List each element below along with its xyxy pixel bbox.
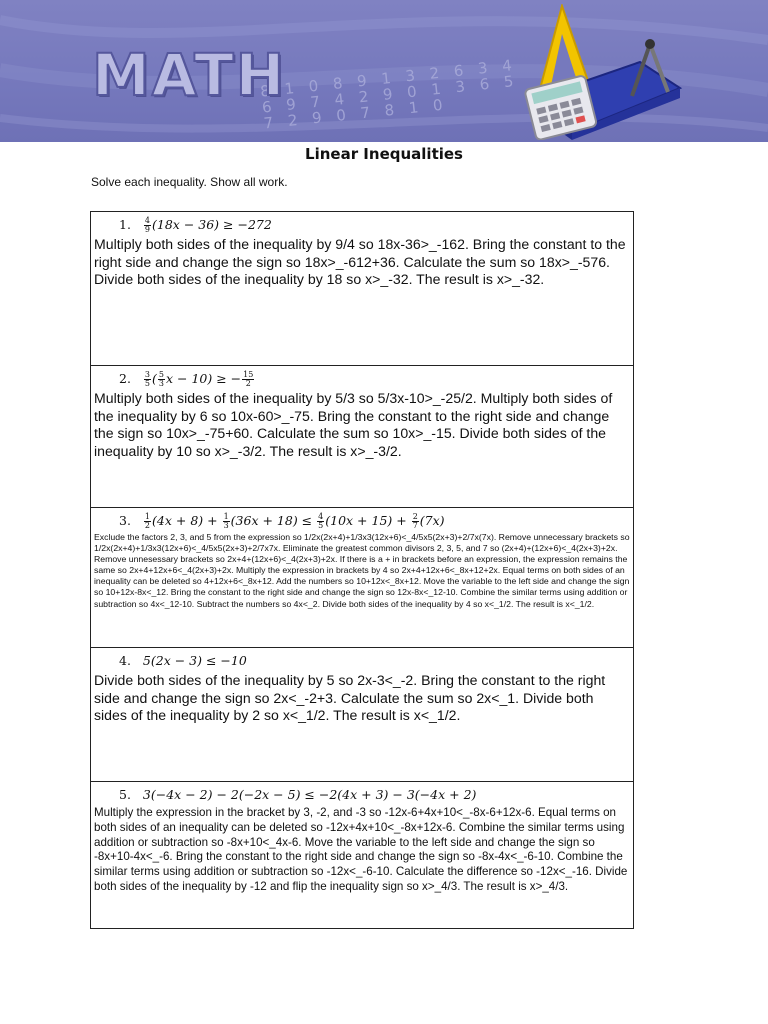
fraction: $\frac{3}{5}$ (144, 370, 151, 388)
expression-text: (4𝑥 + 8) + (152, 513, 218, 528)
problem-3 (90, 507, 634, 647)
problem-5-work: Multiply the expression in the bracket by 3, -2, and -3 so -12x-6+4x+10<_-8x-6+12x-6. Equal terms on both sides of an inequality can be deleted so -12x+4x+10<_-8x+12x-6. Combine the similar terms using addition or subtraction so -8x+10<_4x-6. Move the variable to the left side and change the sign so -8x+10-4x<_-6. Bring the constant to the right side and change the sign so -8x-4x<_-6-10. Combine the similar terms using addition or subtraction so -12x<_-6-10. Calculate the difference so -12x<_-16. Divide both sides of the inequality by -12 and flip the inequality sign so x>_4/3. The result is x>_4/3. (94, 806, 628, 893)
problem-5-expression (94, 784, 630, 806)
problem-4-work: Divide both sides of the inequality by 5 so 2x-3<_-2. Bring the constant to the right side and change the sign so 2x<_-2+3. Calculate the sum so 2x<_1. Divide both sides of the inequality by 2 so x<_1/2. The result is x<_1/2. (94, 672, 606, 724)
problem-3-work: Exclude the factors 2, 3, and 5 from the expression so 1/2x(2x+4)+1/3x3(12x+6)<_4/5x5(2x+3)+2/7x(7x). Remove unnecessary brackets so 1/2x(2x+4)+1/3x3(12x+6)<_4/5x5(2x+3)+2/7x7x. Eliminate the greatest common divisors 2, 3, 5, and 7 so (2x+4)+(12x+6)<_4(2x+3)+2x. Remove unnesessary brackets so 2x+4+(12x+6)<_4(2x+3)+2x. If there is a + in brackets before an expression, the expression remains the same so 2x+4+12x+6<_4(2x+3)+2x. Multiply the expression in brackets by 4 so 2x+4+12x+6<_8x+12+2x. Equal terms on both sides of an inequality can be deleted so 4+12x+6<_8x+12. Add the numbers so 10+12x<_8x+12. Move the variable to the left side and change the sign so 10+12x-8x<_12. Bring the constant to the right side and change the sign so 12x-8x<_12-10. Combine the similar terms using addition or subtraction so 4x<_12-10. Subtract the numbers so 4x<_2. Divide both sides of the inequality by 4 so x<_1/2. The result is x<_1/2. (94, 532, 630, 609)
expression-text: 3(−4𝑥 − 2) − 2(−2𝑥 − 5) ≤ −2(4𝑥 + 3) − 3(−4𝑥 + 2) (142, 787, 477, 802)
problem-1-work: Multiply both sides of the inequality by 9/4 so 18x-36>_-162. Bring the constant to the right side and change the sign so 18x>_-612+36. Calculate the sum so 18x>_-576. Divide both sides of the inequality by 18 so x>_-32. The result is x>_-32. (94, 236, 626, 288)
math-tools-illustration (500, 4, 690, 140)
background-digits: 8 1 0 8 9 1 3 2 6 3 4 6 9 7 4 2 9 0 1 3 6 5 7 2 9 0 7 8 1 0 (259, 55, 520, 133)
problem-1 (90, 211, 634, 365)
problems-table (90, 211, 634, 929)
problem-2-work: Multiply both sides of the inequality by 5/3 so 5/3x-10>_-25/2. Multiply both sides of the inequality by 6 so 10x-60>_-75. Bring the constant to the right side and change the sign so 10x>_-75+60. Calculate the sum so 10x>_-15. Divide both sides of the inequality by 10 so x>_-3/2. The result is x>_-3/2. (94, 390, 613, 460)
problem-number: 5. (119, 787, 131, 802)
problem-number: 1. (119, 217, 131, 232)
math-logo-text: MATH (92, 41, 287, 109)
fraction: $\frac{5}{3}$ (158, 370, 164, 388)
fraction: $\frac{1}{3}$ (223, 512, 229, 530)
header-banner (0, 0, 768, 142)
problem-3-expression (94, 510, 630, 532)
problem-4 (90, 647, 634, 781)
problem-1-expression (94, 214, 630, 236)
fraction: $\frac{4}{5}$ (318, 512, 324, 530)
expression-text: (7𝑥) (419, 513, 445, 528)
expression-text: ( (152, 371, 157, 386)
instructions-text: Solve each inequality. Show all work. (91, 175, 288, 189)
problem-number: 3. (119, 513, 131, 528)
problem-number: 4. (119, 653, 131, 668)
problem-4-expression (94, 650, 630, 672)
problem-5 (90, 781, 634, 929)
expression-text: (18𝑥 − 36) ≥ −272 (152, 217, 272, 232)
expression-text: (36𝑥 + 18) ≤ (230, 513, 313, 528)
problem-number: 2. (119, 371, 131, 386)
problem-2 (90, 365, 634, 507)
fraction: $\frac{15}{2}$ (243, 370, 254, 388)
fraction: $\frac{2}{7}$ (412, 512, 418, 530)
expression-text: 5(2𝑥 − 3) ≤ −10 (142, 653, 247, 668)
fraction: $\frac{4}{9}$ (144, 216, 151, 234)
fraction: $\frac{1}{2}$ (144, 512, 151, 530)
expression-text: 𝑥 − 10) ≥ − (166, 371, 242, 386)
expression-text: (10𝑥 + 15) + (325, 513, 407, 528)
problem-2-expression (94, 368, 630, 390)
page-title: Linear Inequalities (305, 145, 463, 163)
